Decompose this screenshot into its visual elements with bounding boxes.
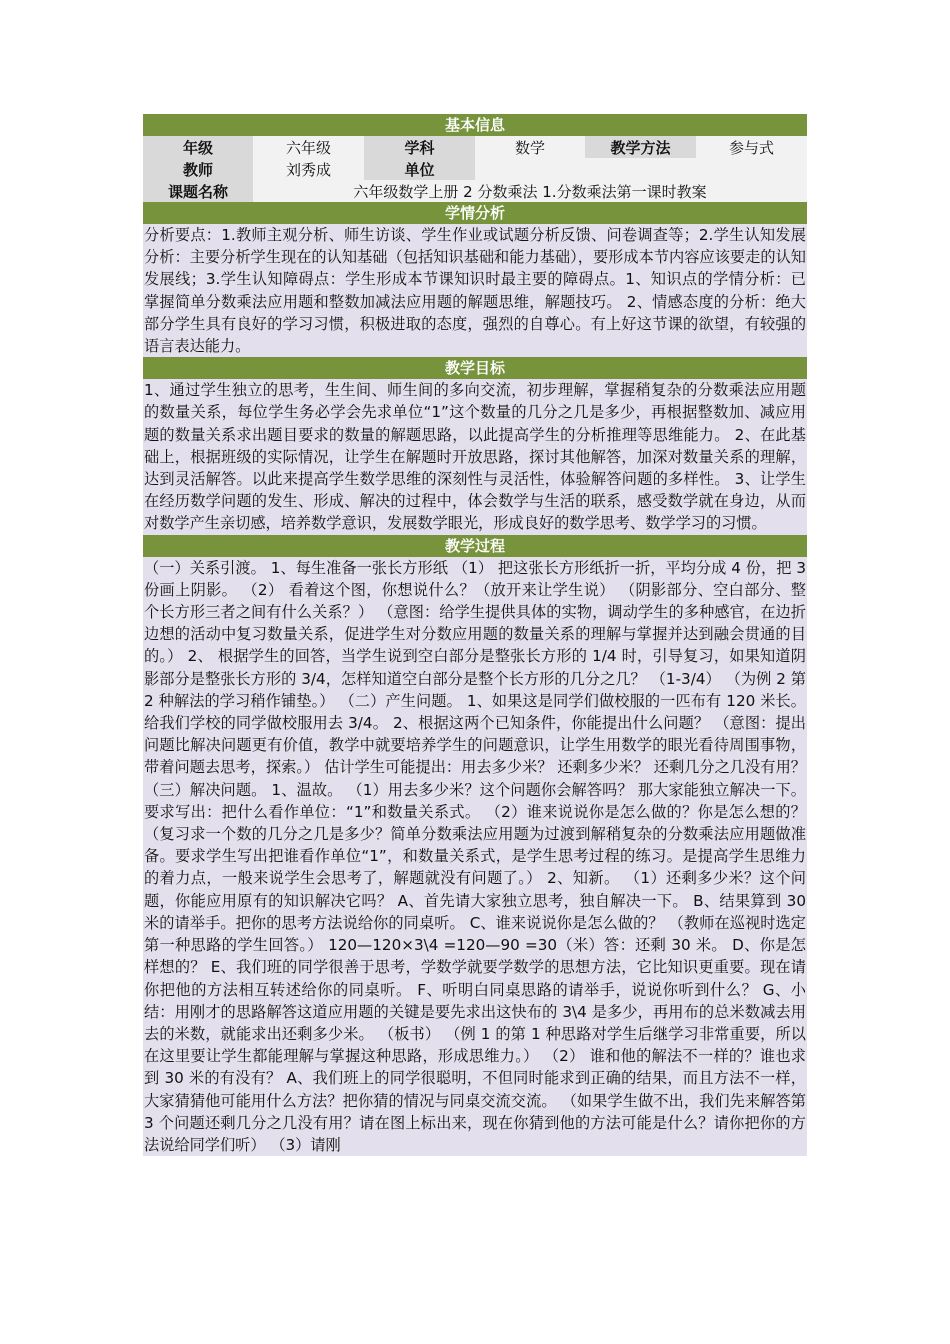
topic-label: 课题名称 <box>143 180 253 202</box>
analysis-text: 分析要点：1.教师主观分析、师生访谈、学生作业或试题分析反馈、问卷调查等；2.学生认知发展分析：主要分析学生现在的认知基础（包括知识基础和能力基础），要形成本节内容应该要走的认知发展线；3.学生认知障碍点：学生形成本节课知识时最主要的障碍点。1、知识点的学情分析：已掌握简单分数乘法应用题和整数加减法应用题的解题思维，解题技巧。 2、情感态度的分析：绝大部分学生具有良好的学习习惯，积极进取的态度，强烈的自尊心。有上好这节课的欲望，有较强的语言表达能力。 <box>143 224 807 357</box>
process-header: 教学过程 <box>143 535 807 557</box>
teacher-label: 教师 <box>143 158 253 180</box>
method-value: 参与式 <box>696 136 807 158</box>
grade-value: 六年级 <box>253 136 364 158</box>
unit-label: 单位 <box>364 158 475 180</box>
topic-row <box>143 180 807 202</box>
analysis-header: 学情分析 <box>143 202 807 224</box>
basic-info-header: 基本信息 <box>143 114 807 136</box>
process-text: （一）关系引渡。 1、每生准备一张长方形纸 （1） 把这张长方形纸折一折，平均分成 4 份，把 3 份画上阴影。 （2） 看着这个图，你想说什么？（放开来让学生说） （阴影部分、空白部分、整个长方形三者之间有什么关系？） （意图：给学生提供具体的实物，调动学生的多种感官，在边折边想的活动中复习数量关系，促进学生对分数应用题的数量关系的理解与掌握并达到融会贯通的目的。） 2、 根据学生的回答，当学生说到空白部分是整张长方形的 1/4 时，引导复习，如果知道阴影部分是整张长方形的 3/4，怎样知道空白部分是整个长方形的几分之几？ （1-3/4） （为例 2 第 2 种解法的学习稍作铺垫。） （二）产生问题。 1、如果这是同学们做校服的一匹布有 120 米长。给我们学校的同学做校服用去 3/4。 2、根据这两个已知条件，你能提出什么问题？ （意图：提出问题比解决问题更有价值，教学中就要培养学生的问题意识，让学生用数学的眼光看待周围事物，带着问题去思考，探索。） 估计学生可能提出：用去多少米？ 还剩多少米？ 还剩几分之几没有用？ （三）解决问题。 1、温故。 （1）用去多少米？这个问题你会解答吗？ 那大家能独立解决一下。要求写出：把什么看作单位：“1”和数量关系式。 （2）谁来说说你是怎么做的？你是怎么想的？ （复习求一个数的几分之几是多少？简单分数乘法应用题为过渡到解稍复杂的分数乘法应用题做准备。要求学生写出把谁看作单位“1”，和数量关系式，是学生思考过程的练习。是提高学生思维力的着力点，一般来说学生会思考了，解题就没有问题了。） 2、知新。 （1）还剩多少米？这个问题，你能应用原有的知识解决它吗？ A、首先请大家独立思考，独自解决一下。 B、结果算到 30 米的请举手。把你的思考方法说给你的同桌听。 C、谁来说说你是怎么做的？ （教师在巡视时选定第一种思路的学生回答。） 120—120×3\4 =120—90 =30（米）答：还剩 30 米。 D、你是怎样想的？ E、我们班的同学很善于思考，学数学就要学数学的思想方法，它比知识更重要。现在请你把他的方法相互转述给你的同桌听。 F、听明白同桌思路的请举手，说说你听到什么？ G、小结：用刚才的思路解答这道应用题的关键是要先求出这快布的 3\4 是多少，再用布的总米数减去用去的米数，就能求出还剩多少米。 （板书） （例 1 的第 1 种思路对学生后继学习非常重要，所以在这里要让学生都能理解与掌握这种思路，形成思维力。） （2） 谁和他的解法不一样的？谁也求到 30 米的有没有？ A、我们班上的同学很聪明，不但同时能求到正确的结果，而且方法不一样，大家猜猜他可能用什么方法？把你猜的情况与同桌交流交流。 （如果学生做不出，我们先来解答第 3 个问题还剩几分之几没有用？请在图上标出来，现在你猜到他的方法可能是什么？请你把你的方法说给同学们听） （3）请刚 <box>143 557 807 1156</box>
teacher-row <box>143 158 807 180</box>
subject-label: 学科 <box>364 136 475 158</box>
topic-value: 六年级数学上册 2 分数乘法 1.分数乘法第一课时教案 <box>253 180 807 202</box>
method-label: 教学方法 <box>585 136 696 158</box>
basic-info-table <box>143 136 807 202</box>
grade-row <box>143 136 807 158</box>
unit-value <box>475 158 807 180</box>
subject-value: 数学 <box>475 136 585 158</box>
lesson-plan-document <box>143 114 807 1156</box>
goals-text: 1、通过学生独立的思考，生生间、师生间的多向交流，初步理解，掌握稍复杂的分数乘法应用题的数量关系，每位学生务必学会先求单位“1”这个数量的几分之几是多少，再根据整数加、减应用题的数量关系求出题目要求的数量的解题思路，以此提高学生的分析推理等思维能力。 2、在此基础上，根据班级的实际情况，让学生在解题时开放思路，探讨其他解答，加深对数量关系的理解，达到灵活解答。以此来提高学生数学思维的深刻性与灵活性，体验解答问题的多样性。 3、让学生在经历数学问题的发生、形成、解决的过程中，体会数学与生活的联系，感受数学就在身边，从而对数学产生亲切感，培养数学意识，发展数学眼光，形成良好的数学思考、数学学习的习惯。 <box>143 379 807 534</box>
goals-header: 教学目标 <box>143 357 807 379</box>
grade-label: 年级 <box>143 136 253 158</box>
teacher-value: 刘秀成 <box>253 158 364 180</box>
